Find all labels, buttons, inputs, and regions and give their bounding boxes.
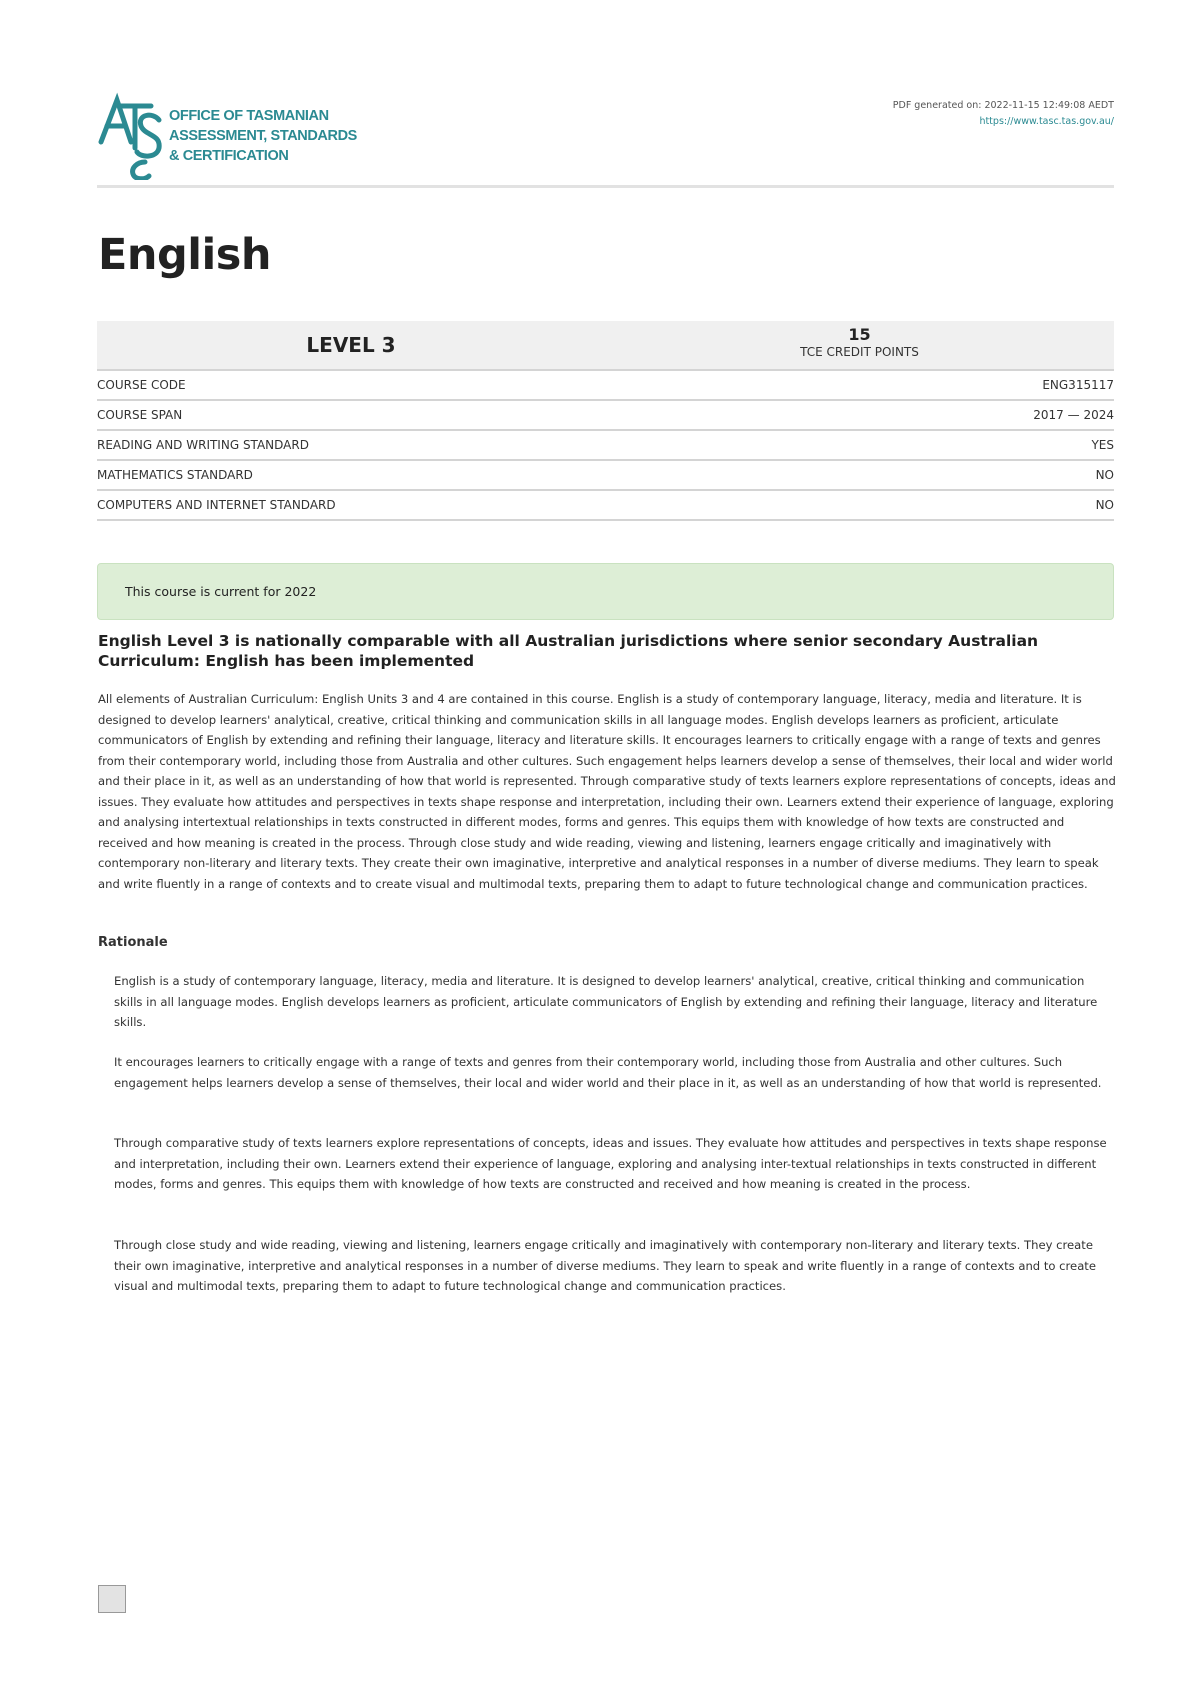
info-label: COURSE CODE [97, 378, 186, 392]
credit-points [605, 326, 1114, 360]
course-level-bar [97, 321, 1114, 371]
page-title: English [98, 230, 271, 280]
comparability-heading: English Level 3 is nationally comparable with all Australian jurisdictions where senior secondary Australian Curriculum: English has been implemented [98, 632, 1039, 670]
rationale-paragraph-4: Through close study and wide reading, viewing and listening, learners engage critically and imaginatively with contemporary non-literary and literary texts. They create their own imaginative, interpretive and analytical responses in a number of diverse mediums. They learn to speak and write fluently in a range of contexts and to create visual and multimodal texts, preparing them to adapt to future technological change and communication practices. [114, 1238, 1096, 1293]
info-value: NO [1095, 498, 1114, 512]
course-info-table [97, 371, 1114, 521]
pdf-generated-date: PDF generated on: 2022-11-15 12:49:08 AEDT [892, 100, 1114, 111]
info-label: MATHEMATICS STANDARD [97, 468, 253, 482]
info-value: YES [1091, 438, 1114, 452]
info-label: COURSE SPAN [97, 408, 183, 422]
info-row-computers-internet [97, 491, 1114, 521]
info-value: NO [1095, 468, 1114, 482]
rationale-paragraph-3: Through comparative study of texts learners explore representations of concepts, ideas and issues. They evaluate how attitudes and perspectives in texts shape response and interpretation, including their own. Learners extend their experience of language, exploring and analysing inter-textual relationships in texts constructed in different modes, forms and genres. This equips them with knowledge of how texts are constructed and received and how meaning is created in the process. [114, 1136, 1107, 1191]
info-value: 2017 — 2024 [1033, 408, 1114, 422]
page-header [97, 92, 1114, 188]
current-course-notice [97, 563, 1114, 620]
info-value: ENG315117 [1042, 378, 1114, 392]
course-level: LEVEL 3 [306, 333, 396, 357]
rationale-paragraph-1: English is a study of contemporary language, literacy, media and literature. It is designed to develop learners' analytical, creative, critical thinking and communication skills in all language modes. English develops learners as proficient, articulate communicators of English by extending and refining their language, literacy and literature skills. [114, 974, 1098, 1029]
tasc-monogram-icon [97, 92, 167, 180]
credit-points-value: 15 [848, 325, 871, 344]
logo-wordmark: OFFICE OF TASMANIAN ASSESSMENT, STANDARDS & CERTIFICATION [169, 108, 357, 164]
tasc-logo [97, 92, 367, 180]
site-link[interactable]: https://www.tasc.tas.gov.au/ [979, 116, 1114, 127]
page-corner-box [98, 1585, 126, 1613]
info-label: COMPUTERS AND INTERNET STANDARD [97, 498, 336, 512]
rationale-paragraph-2: It encourages learners to critically engage with a range of texts and genres from their contemporary world, including those from Australia and other cultures. Such engagement helps learners develop a sense of themselves, their local and wider world and their place in it, as well as an understanding of how that world is represented. [114, 1055, 1102, 1090]
current-course-text: This course is current for 2022 [125, 584, 317, 599]
info-row-course-code [97, 371, 1114, 401]
credit-points-label: TCE CREDIT POINTS [800, 345, 919, 359]
rationale-heading: Rationale [98, 935, 168, 950]
info-label: READING AND WRITING STANDARD [97, 438, 309, 452]
info-row-course-span [97, 401, 1114, 431]
intro-paragraph: All elements of Australian Curriculum: English Units 3 and 4 are contained in this course. English is a study of contemporary language, literacy, media and literature. It is designed to develop learners' analytical, creative, critical thinking and communication skills in all language modes. English develops learners as proficient, articulate communicators of English by extending and refining their language, literacy and literature skills. It encourages learners to critically engage with a range of texts and genres from their contemporary world, including those from Australia and other cultures. Such engagement helps learners develop a sense of themselves, their local and wider world and their place in it, as well as an understanding of how that world is represented. Through comparative study of texts learners explore representations of concepts, ideas and issues. They evaluate how attitudes and perspectives in texts shape response and interpretation, including their own. Learners extend their experience of language, exploring and analysing intertextual relationships in texts constructed in different modes, forms and genres. This equips them with knowledge of how texts are constructed and received and how meaning is created in the process. Through close study and wide reading, viewing and listening, learners engage critically and imaginatively with contemporary non-literary and literary texts. They create their own imaginative, interpretive and analytical responses in a number of diverse mediums. They learn to speak and write fluently in a range of contexts and to create visual and multimodal texts, preparing them to adapt to future technological change and communication practices. [98, 692, 1116, 891]
pdf-meta [893, 98, 1114, 130]
info-row-mathematics [97, 461, 1114, 491]
info-row-reading-writing [97, 431, 1114, 461]
